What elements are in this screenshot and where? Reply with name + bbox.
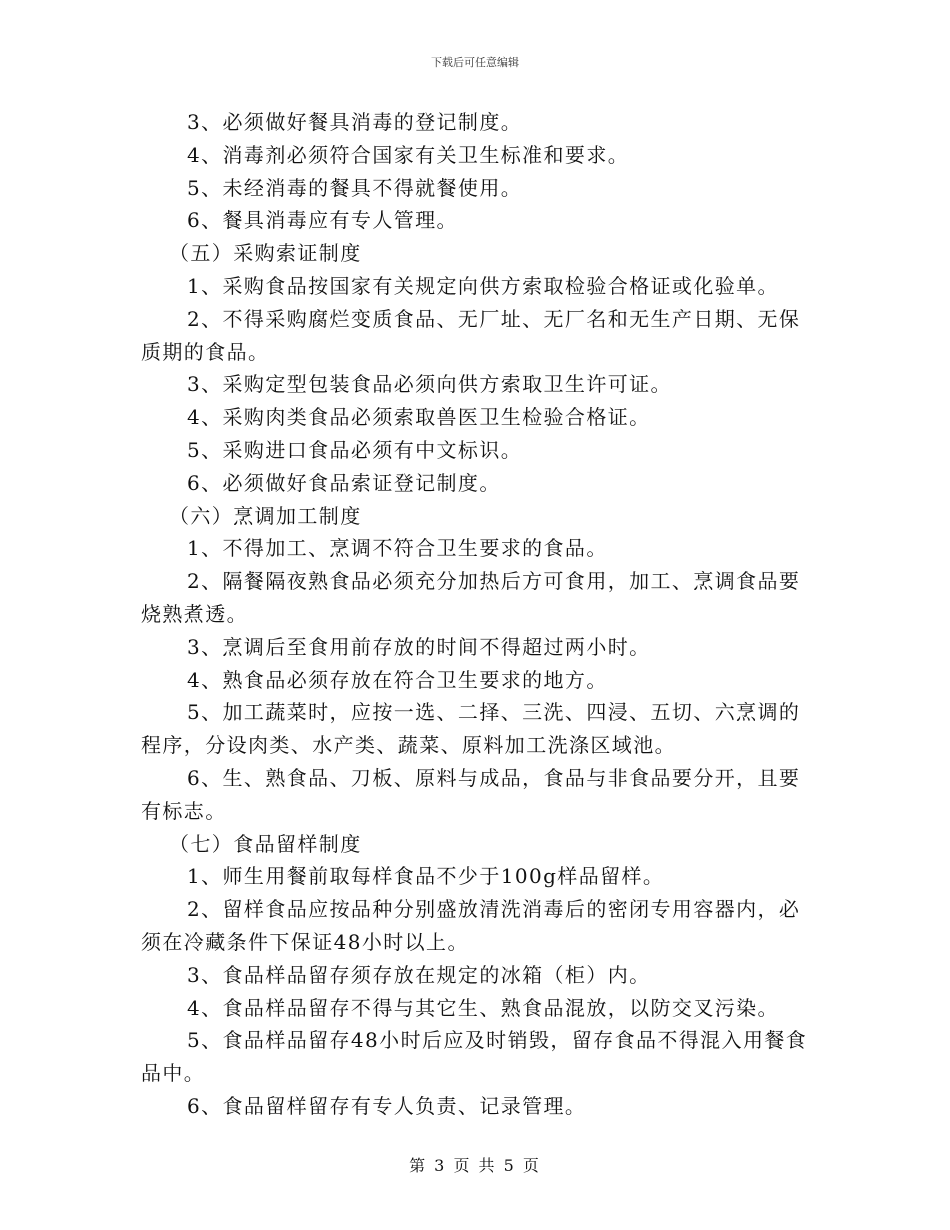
document-body [141, 106, 811, 1123]
list-item: 3、烹调后至食用前存放的时间不得超过两小时。 [187, 634, 651, 659]
list-item: 5、未经消毒的餐具不得就餐使用。 [187, 175, 523, 200]
header-note: 下载后可任意编辑 [431, 56, 519, 69]
list-item: 2、留样食品应按品种分别盛放清洗消毒后的密闭专用容器内，必须在冷藏条件下保证48小时以上。 [141, 897, 801, 954]
list-item: 3、采购定型包装食品必须向供方索取卫生许可证。 [187, 372, 672, 397]
list-item: 2、隔餐隔夜熟食品必须充分加热后方可食用，加工、烹调食品要烧熟煮透。 [141, 569, 801, 626]
list-item: 2、不得采购腐烂变质食品、无厂址、无厂名和无生产日期、无保质期的食品。 [141, 306, 801, 364]
list-item: 1、师生用餐前取每样食品不少于100g样品留样。 [187, 864, 665, 889]
list-item: 1、不得加工、烹调不符合卫生要求的食品。 [187, 536, 608, 561]
list-item: 5、加工蔬菜时，应按一选、二择、三洗、四浸、五切、六烹调的程序，分设肉类、水产类、蔬菜、原料加工洗涤区域池。 [141, 700, 801, 758]
list-item: 3、食品样品留存须存放在规定的冰箱（柜）内。 [187, 962, 651, 987]
list-item: 4、食品样品留存不得与其它生、熟食品混放，以防交叉污染。 [187, 995, 779, 1020]
list-item: 5、采购进口食品必须有中文标识。 [187, 437, 523, 462]
list-item: 6、必须做好食品索证登记制度。 [187, 470, 501, 495]
list-item: 5、食品样品留存48小时后应及时销毁，留存食品不得混入用餐食品中。 [141, 1028, 808, 1086]
list-item: 6、餐具消毒应有专人管理。 [187, 208, 458, 233]
list-item: 4、消毒剂必须符合国家有关卫生标准和要求。 [187, 142, 630, 167]
list-item: 6、生、熟食品、刀板、原料与成品，食品与非食品要分开，且要有标志。 [141, 765, 801, 823]
list-item: 3、必须做好餐具消毒的登记制度。 [187, 110, 523, 134]
section-heading: （七）食品留样制度 [169, 831, 362, 856]
list-item: 4、采购肉类食品必须索取兽医卫生检验合格证。 [187, 405, 651, 430]
page-number: 第 3 页 共 5 页 [409, 1156, 541, 1175]
list-item: 1、采购食品按国家有关规定向供方索取检验合格证或化验单。 [187, 273, 779, 298]
section-heading: （六）烹调加工制度 [169, 503, 362, 528]
list-item: 6、食品留样留存有专人负责、记录管理。 [187, 1093, 587, 1118]
section-heading: （五）采购索证制度 [169, 241, 362, 266]
list-item: 4、熟食品必须存放在符合卫生要求的地方。 [187, 667, 608, 692]
